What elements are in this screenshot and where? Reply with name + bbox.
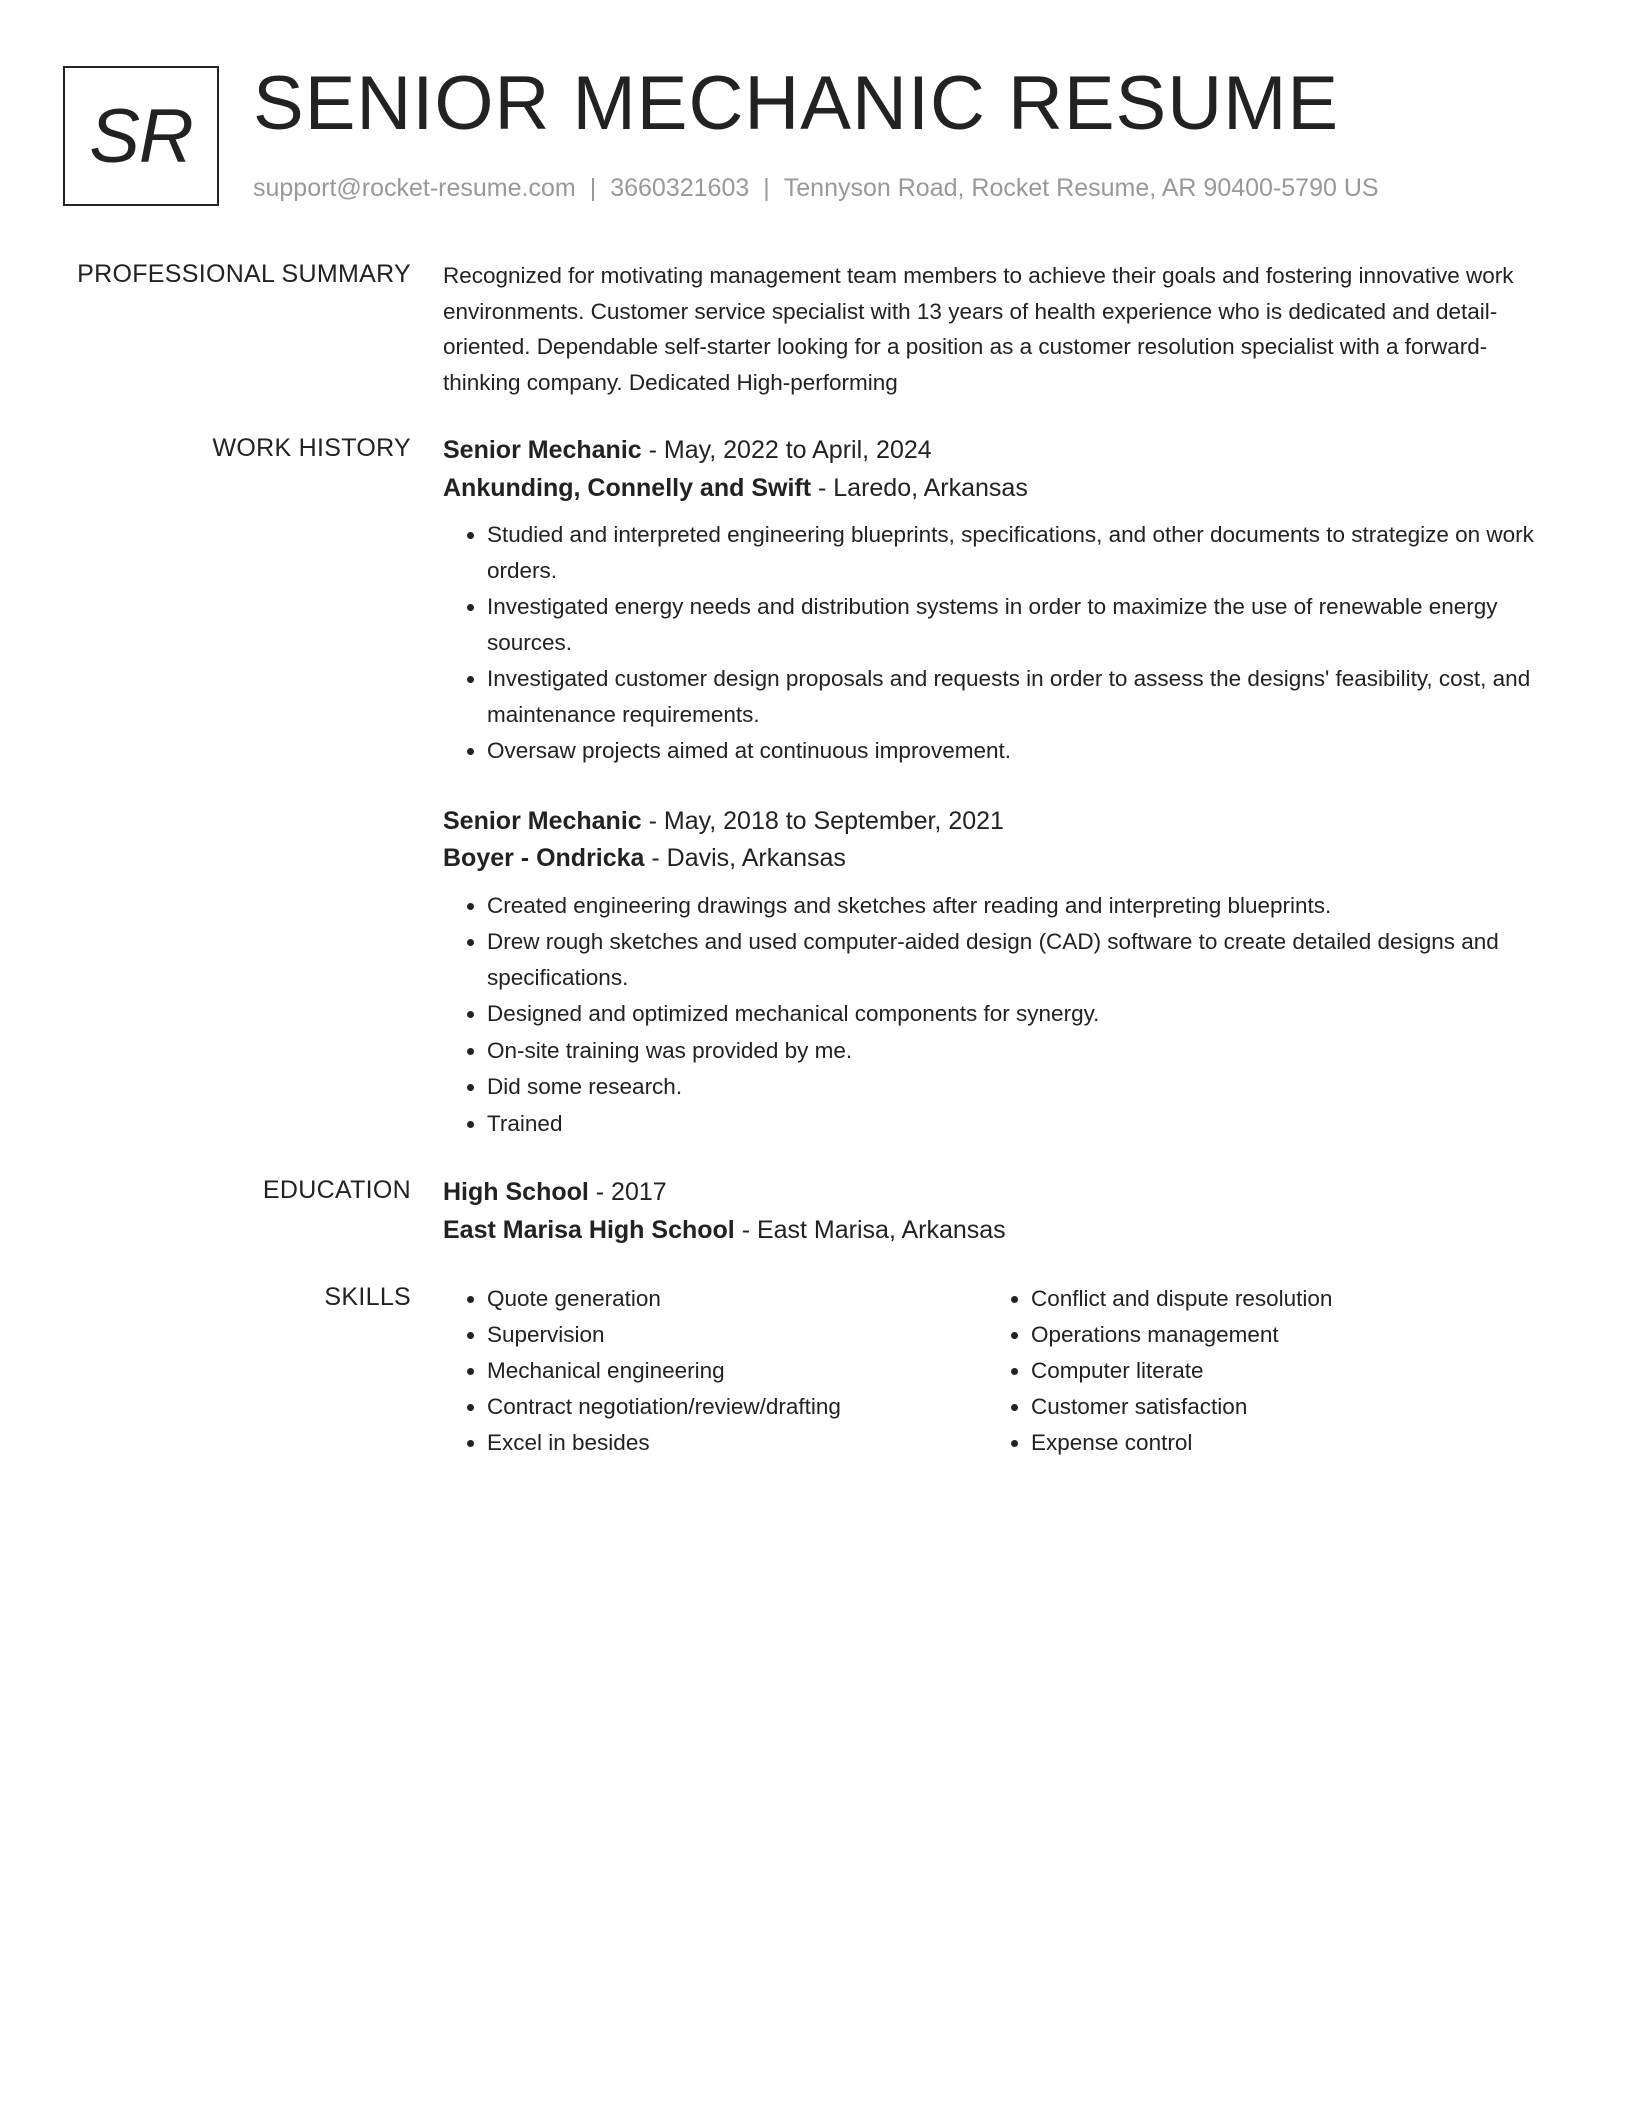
job-title-line — [443, 803, 1553, 841]
skill-item: • Customer satisfaction — [1031, 1389, 1531, 1425]
contact-line — [253, 174, 1379, 203]
skill-item: • Computer literate — [1031, 1353, 1531, 1389]
job-bullet: • Investigated customer design proposals and requests in order to assess the designs' feasibility, cost, and maintenance requirements. — [487, 661, 1553, 732]
skill-item: • Expense control — [1031, 1425, 1531, 1461]
skills-grid — [443, 1281, 1553, 1461]
job-entry — [443, 432, 1553, 769]
education-degree-line — [443, 1174, 1553, 1212]
page-title: SENIOR MECHANIC RESUME — [253, 61, 1340, 146]
work-history-body — [443, 432, 1553, 1142]
resume-header — [63, 61, 1572, 209]
job-title: Senior Mechanic — [443, 436, 642, 464]
education-year: - 2017 — [588, 1178, 667, 1206]
summary-section — [0, 258, 1632, 400]
job-bullet: • Studied and interpreted engineering blueprints, specifications, and other documents to strategize on work orders. — [487, 517, 1553, 588]
skills-body — [443, 1281, 1553, 1461]
contact-email: support@rocket-resume.com — [253, 174, 576, 202]
skill-item: • Operations management — [1031, 1317, 1531, 1353]
education-school-line — [443, 1212, 1553, 1250]
job-company-line — [443, 840, 1553, 878]
education-school: East Marisa High School — [443, 1215, 735, 1244]
skill-item: • Mechanical engineering — [487, 1353, 987, 1389]
skills-heading: SKILLS — [324, 1283, 411, 1311]
job-bullet: • Did some research. — [487, 1069, 1553, 1105]
skills-section — [0, 1281, 1632, 1461]
job-bullet: • On-site training was provided by me. — [487, 1033, 1553, 1069]
monogram-logo — [63, 66, 219, 206]
skills-column-right — [987, 1281, 1531, 1461]
education-degree: High School — [443, 1178, 589, 1206]
monogram-initials: SR — [89, 93, 193, 179]
job-location: - Laredo, Arkansas — [811, 473, 1028, 502]
job-title-line — [443, 432, 1553, 470]
summary-heading: PROFESSIONAL SUMMARY — [77, 260, 411, 288]
job-bullet: • Drew rough sketches and used computer-aided design (CAD) software to create detailed designs and specifications. — [487, 924, 1553, 995]
job-company: Boyer - Ondricka — [443, 844, 645, 872]
job-company-line — [443, 470, 1553, 508]
job-dates: - May, 2022 to April, 2024 — [641, 436, 932, 464]
job-bullet: • Oversaw projects aimed at continuous improvement. — [487, 733, 1553, 769]
education-body — [443, 1174, 1553, 1249]
contact-phone: 3660321603 — [610, 174, 750, 202]
skill-item: • Excel in besides — [487, 1425, 987, 1461]
skill-item: • Contract negotiation/review/drafting — [487, 1389, 987, 1425]
education-section — [0, 1174, 1632, 1249]
work-history-heading: WORK HISTORY — [212, 434, 411, 462]
resume-sections — [0, 258, 1632, 1493]
summary-text: Recognized for motivating management team members to achieve their goals and fostering innovative work environments. Customer service specialist with 13 years of health experience who is dedicated and detail-oriented. Dependable self-starter looking for a position as a customer resolution specialist with a forward-thinking company. Dedicated High-performing — [443, 263, 1514, 395]
job-location: - Davis, Arkansas — [644, 844, 846, 872]
skill-item: • Conflict and dispute resolution — [1031, 1281, 1531, 1317]
contact-separator: | — [763, 174, 770, 202]
job-bullet: • Designed and optimized mechanical components for synergy. — [487, 996, 1553, 1032]
job-title: Senior Mechanic — [443, 806, 642, 835]
contact-separator: | — [589, 174, 597, 202]
skill-item: • Supervision — [487, 1317, 987, 1353]
job-company: Ankunding, Connelly and Swift — [443, 473, 812, 502]
education-heading: EDUCATION — [262, 1176, 411, 1204]
job-dates: - May, 2018 to September, 2021 — [641, 806, 1004, 835]
work-history-section — [0, 432, 1632, 1142]
job-entry — [443, 803, 1553, 1142]
job-bullet: • Trained — [487, 1106, 1553, 1142]
job-bullets — [443, 517, 1553, 769]
job-bullets — [443, 888, 1553, 1142]
contact-address: Tennyson Road, Rocket Resume, AR 90400-5790 US — [783, 174, 1379, 202]
job-bullet: • Created engineering drawings and sketches after reading and interpreting blueprints. — [487, 888, 1553, 924]
skills-column-left — [443, 1281, 987, 1461]
skill-item: • Quote generation — [487, 1281, 987, 1317]
job-bullet: • Investigated energy needs and distribution systems in order to maximize the use of renewable energy sources. — [487, 589, 1553, 660]
education-location: - East Marisa, Arkansas — [734, 1215, 1006, 1244]
summary-body — [443, 258, 1553, 400]
